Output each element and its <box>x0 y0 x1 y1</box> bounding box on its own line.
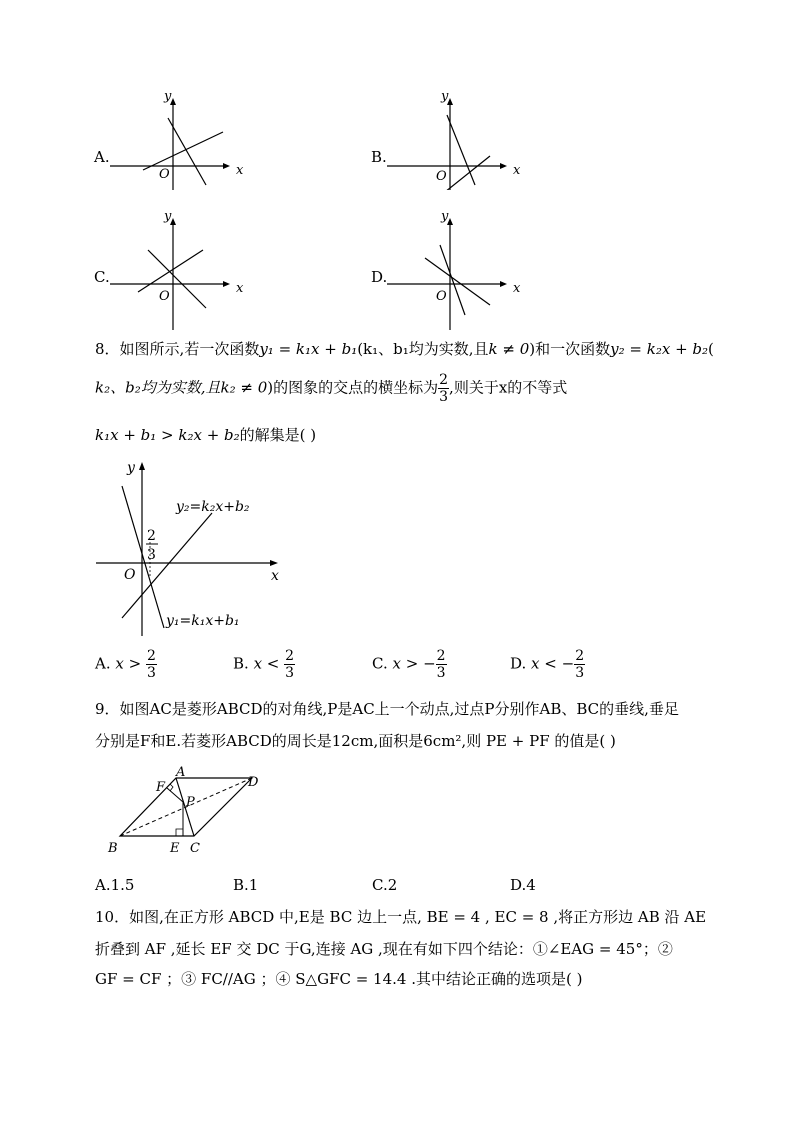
x-axis-label: x <box>513 163 521 178</box>
q9-line-1: 9．如图AC是菱形ABCD的对角线,P是AC上一个动点,过点P分别作AB、BC的垂线,垂足 <box>95 700 679 718</box>
option-a[interactable]: A.1.5 <box>95 876 135 894</box>
option-d[interactable]: D. x < − $\frac{2}{3}$ <box>510 648 585 681</box>
line1-label: y₁=k₁x+b₁ <box>166 613 240 629</box>
x-axis-label: x <box>271 568 279 584</box>
option-label: D. <box>371 268 388 286</box>
q7-graph-c <box>108 210 258 330</box>
y-axis-label: y <box>441 210 449 224</box>
origin-label: O <box>159 289 170 304</box>
option-label: C. <box>94 268 110 286</box>
label-p: P <box>186 795 195 810</box>
option-b[interactable]: B. x < $\frac{2}{3}$ <box>233 648 295 681</box>
q9-line-2: 分别是F和E.若菱形ABCD的周长是12cm,面积是6cm²,则 PE + PF 的值是( ) <box>95 732 616 750</box>
x-axis-label: x <box>513 281 521 296</box>
q7-graph-b <box>385 90 535 190</box>
q7-graph-a <box>108 90 258 190</box>
question-number: 8． <box>95 340 120 358</box>
q10-line-1: 10．如图,在正方形 ABCD 中,E是 BC 边上一点, BE = 4 , EC = 8 ,将正方形边 AB 沿 AE <box>95 908 707 926</box>
fraction: $\frac{2}{3}$ <box>439 372 449 405</box>
q8-line-3: k₁x + b₁ > k₂x + b₂的解集是( ) <box>95 426 317 444</box>
origin-label: O <box>124 567 136 583</box>
x-axis-label: x <box>236 281 244 296</box>
label-a: A <box>176 766 186 780</box>
label-f: F <box>156 780 166 795</box>
label-b: B <box>108 841 118 856</box>
option-a[interactable]: A. x > $\frac{2}{3}$ <box>95 648 156 681</box>
q7-option-b <box>371 90 531 190</box>
frac-den: 3 <box>147 547 156 563</box>
q7-option-a <box>94 90 254 190</box>
option-label: B. <box>371 148 387 166</box>
x-axis-label: x <box>236 163 244 178</box>
label-c: C <box>190 841 200 856</box>
option-c[interactable]: C. x > − $\frac{2}{3}$ <box>372 648 446 681</box>
q8-options <box>95 648 655 688</box>
question-number: 9． <box>95 700 120 718</box>
q9-options <box>95 876 655 898</box>
frac-num: 2 <box>147 528 156 544</box>
option-label: A. <box>94 148 110 166</box>
q8-line-1: 8．如图所示,若一次函数y₁ = k₁x + b₁(k₁、b₁均为实数,且k ≠ 0)和一次函数y₂ = k₂x + b₂( <box>95 340 714 358</box>
option-c[interactable]: C.2 <box>372 876 398 894</box>
q9-rhombus-figure <box>104 766 284 866</box>
q8-graph <box>94 458 294 638</box>
q7-option-c <box>94 210 254 330</box>
option-d[interactable]: D.4 <box>510 876 536 894</box>
question-number: 10． <box>95 908 130 926</box>
origin-label: O <box>159 167 170 182</box>
option-b[interactable]: B.1 <box>233 876 259 894</box>
origin-label: O <box>436 289 447 304</box>
q10-line-2: 折叠到 AF ,延长 EF 交 DC 于G,连接 AG ,现在有如下四个结论：①∠EAG = 45°；② <box>95 940 673 958</box>
line2-label: y₂=k₂x+b₂ <box>176 499 250 515</box>
label-d: D <box>248 775 259 790</box>
q10-line-3: GF = CF ；③ FC//AG ；④ S△GFC = 14.4 .其中结论正确的选项是( ) <box>95 970 583 988</box>
y-axis-label: y <box>164 90 172 104</box>
y-axis-label: y <box>164 210 172 224</box>
q7-graph-d <box>385 210 535 330</box>
y-axis-label: y <box>441 90 449 104</box>
q8-line-2: k₂、b₂均为实数,且k₂ ≠ 0)的图象的交点的横坐标为 $\frac{2}{3}$ ,则关于x的不等式 <box>95 372 568 405</box>
origin-label: O <box>436 169 447 184</box>
label-e: E <box>170 841 180 856</box>
q7-option-d <box>371 210 531 330</box>
y-axis-label: y <box>127 460 135 476</box>
